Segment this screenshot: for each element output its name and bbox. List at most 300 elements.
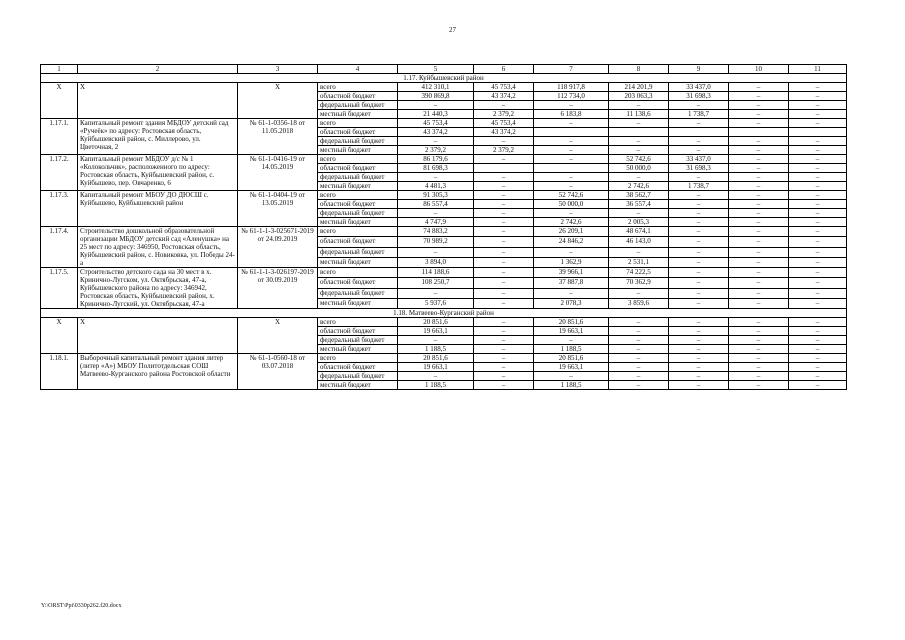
amount-cell: – (609, 247, 669, 257)
amount-cell: – (474, 318, 534, 327)
amount-cell: – (789, 363, 847, 372)
table-row (41, 354, 847, 363)
expertise-document: № 61-1-0560-18 от 03.07.2018 (238, 354, 318, 390)
amount-cell: 114 188,6 (398, 268, 474, 278)
amount-cell: – (729, 83, 789, 92)
amount-cell: – (609, 119, 669, 128)
funding-source-label: федеральный бюджет (318, 288, 398, 298)
amount-cell: 214 201,9 (609, 83, 669, 92)
amount-cell: – (609, 363, 669, 372)
amount-cell: 19 663,1 (534, 327, 609, 336)
column-number-header: 5 (398, 65, 474, 74)
amount-cell: – (669, 209, 729, 218)
funding-source-label: всего (318, 268, 398, 278)
expertise-document: № 61-1-0404-19 от 13.05.2019 (238, 191, 318, 227)
amount-cell: – (534, 119, 609, 128)
amount-cell: – (609, 101, 669, 110)
amount-cell: 2 379,2 (398, 146, 474, 155)
amount-cell: – (669, 327, 729, 336)
amount-cell: – (474, 257, 534, 267)
amount-cell: – (789, 137, 847, 146)
amount-cell: – (609, 318, 669, 327)
amount-cell: – (534, 173, 609, 182)
amount-cell: 3 859,6 (609, 298, 669, 308)
amount-cell: – (729, 164, 789, 173)
amount-cell: – (398, 247, 474, 257)
file-path-footer: Y:\ORST\Ppi\0330p262.f20.docx (41, 603, 122, 609)
amount-cell: – (398, 173, 474, 182)
item-number: 1.17.3. (41, 191, 78, 227)
amount-cell: 1 362,9 (534, 257, 609, 267)
amount-cell: 21 440,3 (398, 110, 474, 119)
amount-cell (609, 128, 669, 137)
amount-cell: – (534, 372, 609, 381)
amount-cell: – (534, 182, 609, 191)
amount-cell: – (789, 101, 847, 110)
amount-cell: – (474, 137, 534, 146)
item-number: 1.17.4. (41, 227, 78, 268)
amount-cell: – (669, 372, 729, 381)
amount-cell: – (609, 209, 669, 218)
amount-cell: – (789, 227, 847, 237)
funding-source-label: федеральный бюджет (318, 173, 398, 182)
amount-cell: 20 851,6 (398, 318, 474, 327)
amount-cell: 3 894,0 (398, 257, 474, 267)
amount-cell: – (474, 381, 534, 390)
amount-cell: – (669, 381, 729, 390)
amount-cell: 19 663,1 (398, 327, 474, 336)
amount-cell: – (609, 146, 669, 155)
amount-cell: – (789, 191, 847, 200)
amount-cell: 43 374,2 (474, 92, 534, 101)
column-number-header: 10 (729, 65, 789, 74)
amount-cell: 2 742,6 (609, 182, 669, 191)
object-name: Капитальный ремонт МБОУ ДО ДЮСШ с. Куйбышево, Куйбышевский район (78, 191, 238, 227)
amount-cell: – (609, 336, 669, 345)
amount-cell: – (789, 278, 847, 288)
column-number-header: 1 (41, 65, 78, 74)
amount-cell: – (534, 137, 609, 146)
amount-cell: – (398, 336, 474, 345)
column-number-header: 6 (474, 65, 534, 74)
amount-cell: – (398, 101, 474, 110)
amount-cell: – (609, 354, 669, 363)
table-row (41, 318, 847, 327)
amount-cell: – (729, 137, 789, 146)
amount-cell: 20 851,6 (534, 318, 609, 327)
funding-source-label: федеральный бюджет (318, 209, 398, 218)
amount-cell: 26 209,1 (534, 227, 609, 237)
funding-source-label: всего (318, 318, 398, 327)
amount-cell: – (789, 288, 847, 298)
expertise-document: Х (238, 83, 318, 119)
amount-cell: – (729, 110, 789, 119)
amount-cell (474, 164, 534, 173)
amount-cell: – (729, 92, 789, 101)
amount-cell: 1 188,5 (398, 345, 474, 354)
funding-source-label: федеральный бюджет (318, 336, 398, 345)
amount-cell: – (669, 218, 729, 227)
amount-cell: – (729, 101, 789, 110)
amount-cell: – (789, 200, 847, 209)
amount-cell: 390 869,8 (398, 92, 474, 101)
district-section-title: 1.17. Куйбышевский район (41, 74, 847, 83)
amount-cell: – (669, 101, 729, 110)
funding-source-label: местный бюджет (318, 298, 398, 308)
amount-cell: – (729, 227, 789, 237)
district-section-title: 1.18. Матвеево-Курганский район (41, 309, 847, 318)
amount-cell: 2 742,6 (534, 218, 609, 227)
amount-cell: 50 000,0 (609, 164, 669, 173)
amount-cell: 1 738,7 (669, 182, 729, 191)
amount-cell: 70 362,9 (609, 278, 669, 288)
funding-source-label: федеральный бюджет (318, 137, 398, 146)
amount-cell: 43 374,2 (474, 128, 534, 137)
amount-cell: 1 188,5 (534, 345, 609, 354)
amount-cell: – (474, 227, 534, 237)
funding-source-label: всего (318, 227, 398, 237)
amount-cell: – (609, 372, 669, 381)
amount-cell: – (729, 354, 789, 363)
district-section-row (41, 74, 847, 83)
amount-cell: 20 851,6 (398, 354, 474, 363)
amount-cell: 4 481,3 (398, 182, 474, 191)
amount-cell (534, 128, 609, 137)
amount-cell: 4 747,9 (398, 218, 474, 227)
amount-cell: – (398, 288, 474, 298)
funding-table (40, 64, 847, 390)
column-number-header: 2 (78, 65, 238, 74)
amount-cell: 112 734,0 (534, 92, 609, 101)
column-number-header: 4 (318, 65, 398, 74)
expertise-document: Х (238, 318, 318, 354)
amount-cell: 38 562,7 (609, 191, 669, 200)
amount-cell: – (534, 336, 609, 345)
funding-source-label: местный бюджет (318, 218, 398, 227)
amount-cell: – (474, 237, 534, 247)
amount-cell: – (669, 227, 729, 237)
amount-cell: – (474, 327, 534, 336)
funding-source-label: всего (318, 354, 398, 363)
amount-cell: – (729, 200, 789, 209)
amount-cell: – (789, 268, 847, 278)
amount-cell: 1 738,7 (669, 110, 729, 119)
amount-cell: – (669, 191, 729, 200)
amount-cell: 6 183,8 (534, 110, 609, 119)
amount-cell: – (789, 182, 847, 191)
amount-cell: – (474, 336, 534, 345)
amount-cell: 86 557,4 (398, 200, 474, 209)
object-name: Х (78, 318, 238, 354)
amount-cell: – (474, 173, 534, 182)
amount-cell: 11 138,6 (609, 110, 669, 119)
amount-cell: – (729, 191, 789, 200)
amount-cell: – (729, 257, 789, 267)
amount-cell: 46 143,0 (609, 237, 669, 247)
amount-cell: – (669, 268, 729, 278)
amount-cell: – (789, 92, 847, 101)
table-row (41, 227, 847, 237)
amount-cell: – (609, 173, 669, 182)
amount-cell: – (609, 381, 669, 390)
amount-cell: – (789, 119, 847, 128)
amount-cell: – (729, 336, 789, 345)
amount-cell: – (669, 200, 729, 209)
object-name: Выборочный капитальный ремонт здания литер (литер «А») МБОУ Политотдельская СОШ Матвеево-Курганского района Ростовской области (78, 354, 238, 390)
amount-cell: – (669, 278, 729, 288)
amount-cell: – (789, 381, 847, 390)
amount-cell: – (729, 209, 789, 218)
amount-cell: – (474, 101, 534, 110)
amount-cell: – (729, 119, 789, 128)
page-number: 27 (449, 26, 456, 34)
item-number: Х (41, 318, 78, 354)
funding-source-label: областной бюджет (318, 128, 398, 137)
amount-cell: – (789, 372, 847, 381)
amount-cell: – (729, 247, 789, 257)
amount-cell: – (609, 288, 669, 298)
amount-cell: 20 851,6 (534, 354, 609, 363)
funding-source-label: местный бюджет (318, 381, 398, 390)
amount-cell: – (789, 83, 847, 92)
amount-cell: – (669, 173, 729, 182)
amount-cell: – (789, 257, 847, 267)
table-row (41, 268, 847, 278)
amount-cell: 31 698,3 (669, 164, 729, 173)
amount-cell: 108 250,7 (398, 278, 474, 288)
amount-cell: 37 887,8 (534, 278, 609, 288)
amount-cell: 1 188,5 (398, 381, 474, 390)
funding-source-label: местный бюджет (318, 110, 398, 119)
amount-cell: – (474, 363, 534, 372)
object-name: Строительство дошкольной образовательной организации МБДОУ детский сад «Аленушка» на 25 мест по адресу: 346950, Ростовская область, Куйбышевский район, с. Новиковка, ул. Победы 24-а (78, 227, 238, 268)
item-number: 1.17.1. (41, 119, 78, 155)
amount-cell: 45 753,4 (474, 119, 534, 128)
table-row (41, 119, 847, 128)
funding-source-label: федеральный бюджет (318, 101, 398, 110)
amount-cell: – (474, 354, 534, 363)
amount-cell: – (474, 209, 534, 218)
amount-cell: – (398, 372, 474, 381)
amount-cell: 39 966,1 (534, 268, 609, 278)
expertise-document: № 61-1-1-3-025671-2019 от 24.09.2019 (238, 227, 318, 268)
funding-source-label: местный бюджет (318, 345, 398, 354)
amount-cell (729, 128, 789, 137)
amount-cell: – (729, 268, 789, 278)
amount-cell: 74 222,5 (609, 268, 669, 278)
amount-cell: – (669, 354, 729, 363)
amount-cell: – (729, 155, 789, 164)
amount-cell: 33 437,0 (669, 83, 729, 92)
amount-cell: – (669, 336, 729, 345)
amount-cell: – (789, 247, 847, 257)
amount-cell: – (729, 345, 789, 354)
table-row (41, 155, 847, 164)
funding-source-label: областной бюджет (318, 363, 398, 372)
amount-cell: – (474, 191, 534, 200)
amount-cell: 36 557,4 (609, 200, 669, 209)
amount-cell (534, 164, 609, 173)
expertise-document: № 61-1-1-3-026197-2019 от 30.09.2019 (238, 268, 318, 309)
amount-cell: – (669, 137, 729, 146)
funding-source-label: местный бюджет (318, 146, 398, 155)
amount-cell: – (729, 327, 789, 336)
amount-cell: 2 531,1 (609, 257, 669, 267)
amount-cell: – (669, 247, 729, 257)
amount-cell: – (474, 182, 534, 191)
district-section-row (41, 309, 847, 318)
amount-cell: – (669, 119, 729, 128)
amount-cell: – (789, 110, 847, 119)
amount-cell: – (729, 372, 789, 381)
amount-cell: 24 846,2 (534, 237, 609, 247)
amount-cell: 52 742,6 (609, 155, 669, 164)
amount-cell: 19 663,1 (534, 363, 609, 372)
column-number-header: 9 (669, 65, 729, 74)
object-name: Капитальный ремонт МБДОУ д/с № 1 «Колокольчик», расположенного по адресу: Ростовская область, Куйбышевский район, с. Куйбышево, пер. Овчаренко, 6 (78, 155, 238, 191)
amount-cell: 52 742,6 (534, 191, 609, 200)
amount-cell: 5 937,6 (398, 298, 474, 308)
amount-cell: 412 310,1 (398, 83, 474, 92)
amount-cell: – (474, 247, 534, 257)
amount-cell: 70 989,2 (398, 237, 474, 247)
amount-cell: 43 374,2 (398, 128, 474, 137)
item-number: 1.17.2. (41, 155, 78, 191)
amount-cell: – (729, 288, 789, 298)
amount-cell: 45 753,4 (398, 119, 474, 128)
amount-cell: – (474, 268, 534, 278)
funding-source-label: местный бюджет (318, 257, 398, 267)
funding-source-label: всего (318, 155, 398, 164)
column-number-header: 7 (534, 65, 609, 74)
table-row (41, 83, 847, 92)
amount-cell: – (789, 318, 847, 327)
amount-cell: – (609, 345, 669, 354)
amount-cell: – (669, 298, 729, 308)
amount-cell: – (669, 288, 729, 298)
column-number-header: 3 (238, 65, 318, 74)
amount-cell: 86 179,6 (398, 155, 474, 164)
amount-cell: – (669, 146, 729, 155)
amount-cell: – (534, 209, 609, 218)
amount-cell: 2 379,2 (474, 146, 534, 155)
amount-cell: – (729, 298, 789, 308)
amount-cell: – (534, 101, 609, 110)
amount-cell: – (534, 288, 609, 298)
item-number: 1.17.5. (41, 268, 78, 309)
amount-cell: – (729, 218, 789, 227)
funding-source-label: областной бюджет (318, 278, 398, 288)
amount-cell: – (534, 247, 609, 257)
amount-cell: – (534, 146, 609, 155)
amount-cell: – (474, 218, 534, 227)
amount-cell: 2 379,2 (474, 110, 534, 119)
amount-cell: – (669, 237, 729, 247)
funding-source-label: областной бюджет (318, 92, 398, 101)
amount-cell: – (729, 146, 789, 155)
amount-cell: – (474, 288, 534, 298)
amount-cell: – (669, 257, 729, 267)
amount-cell: – (789, 209, 847, 218)
amount-cell: – (789, 327, 847, 336)
amount-cell: – (609, 327, 669, 336)
amount-cell (669, 128, 729, 137)
amount-cell: 91 305,3 (398, 191, 474, 200)
amount-cell: – (789, 164, 847, 173)
amount-cell: – (729, 173, 789, 182)
amount-cell: – (669, 363, 729, 372)
amount-cell: – (729, 237, 789, 247)
column-number-header: 8 (609, 65, 669, 74)
amount-cell: – (534, 155, 609, 164)
amount-cell: 81 698,3 (398, 164, 474, 173)
table-row (41, 191, 847, 200)
expertise-document: № 61-1-0416-19 от 14.05.2019 (238, 155, 318, 191)
funding-source-label: федеральный бюджет (318, 247, 398, 257)
amount-cell: 74 883,2 (398, 227, 474, 237)
amount-cell: 2 078,3 (534, 298, 609, 308)
amount-cell: – (729, 363, 789, 372)
column-number-header: 11 (789, 65, 847, 74)
funding-source-label: областной бюджет (318, 237, 398, 247)
amount-cell: – (729, 182, 789, 191)
amount-cell: – (474, 200, 534, 209)
amount-cell: 19 663,1 (398, 363, 474, 372)
amount-cell: 33 437,0 (669, 155, 729, 164)
funding-source-label: областной бюджет (318, 327, 398, 336)
amount-cell: 31 698,3 (669, 92, 729, 101)
expertise-document: № 61-1-0356-18 от 11.05.2018 (238, 119, 318, 155)
amount-cell: 1 188,5 (534, 381, 609, 390)
amount-cell: – (729, 278, 789, 288)
amount-cell: – (789, 298, 847, 308)
amount-cell: – (789, 155, 847, 164)
amount-cell: – (789, 173, 847, 182)
amount-cell: – (789, 354, 847, 363)
amount-cell: – (474, 155, 534, 164)
amount-cell: – (789, 336, 847, 345)
amount-cell: – (669, 318, 729, 327)
amount-cell: – (398, 209, 474, 218)
amount-cell: – (398, 137, 474, 146)
object-name: Капитальный ремонт здания МБДОУ детский сад «Ручеёк» по адресу: Ростовская область, Куйбышевский район, с. Миллерово, ул. Цветочная, 2 (78, 119, 238, 155)
funding-source-label: федеральный бюджет (318, 372, 398, 381)
funding-source-label: областной бюджет (318, 200, 398, 209)
amount-cell: – (789, 237, 847, 247)
amount-cell: – (729, 318, 789, 327)
amount-cell: 45 753,4 (474, 83, 534, 92)
item-number: Х (41, 83, 78, 119)
amount-cell: – (474, 345, 534, 354)
object-name: Х (78, 83, 238, 119)
amount-cell: 50 000,0 (534, 200, 609, 209)
funding-source-label: всего (318, 191, 398, 200)
column-number-row (41, 65, 847, 74)
object-name: Строительство детского сада на 30 мест в х. Кринично-Лугском, ул. Октябрьская, 47-а, Куйбышевского района по адресу: 346942, Ростовская область, Куйбышевский район, х. Кринично-Лугский, ул. Октябрьская, 47-а (78, 268, 238, 309)
amount-cell: 118 917,8 (534, 83, 609, 92)
amount-cell: – (729, 381, 789, 390)
funding-source-label: местный бюджет (318, 182, 398, 191)
funding-source-label: всего (318, 119, 398, 128)
amount-cell: – (474, 372, 534, 381)
amount-cell (789, 128, 847, 137)
amount-cell: – (474, 298, 534, 308)
item-number: 1.18.1. (41, 354, 78, 390)
amount-cell: – (789, 345, 847, 354)
funding-source-label: всего (318, 83, 398, 92)
amount-cell: 48 674,1 (609, 227, 669, 237)
amount-cell: 2 005,3 (609, 218, 669, 227)
